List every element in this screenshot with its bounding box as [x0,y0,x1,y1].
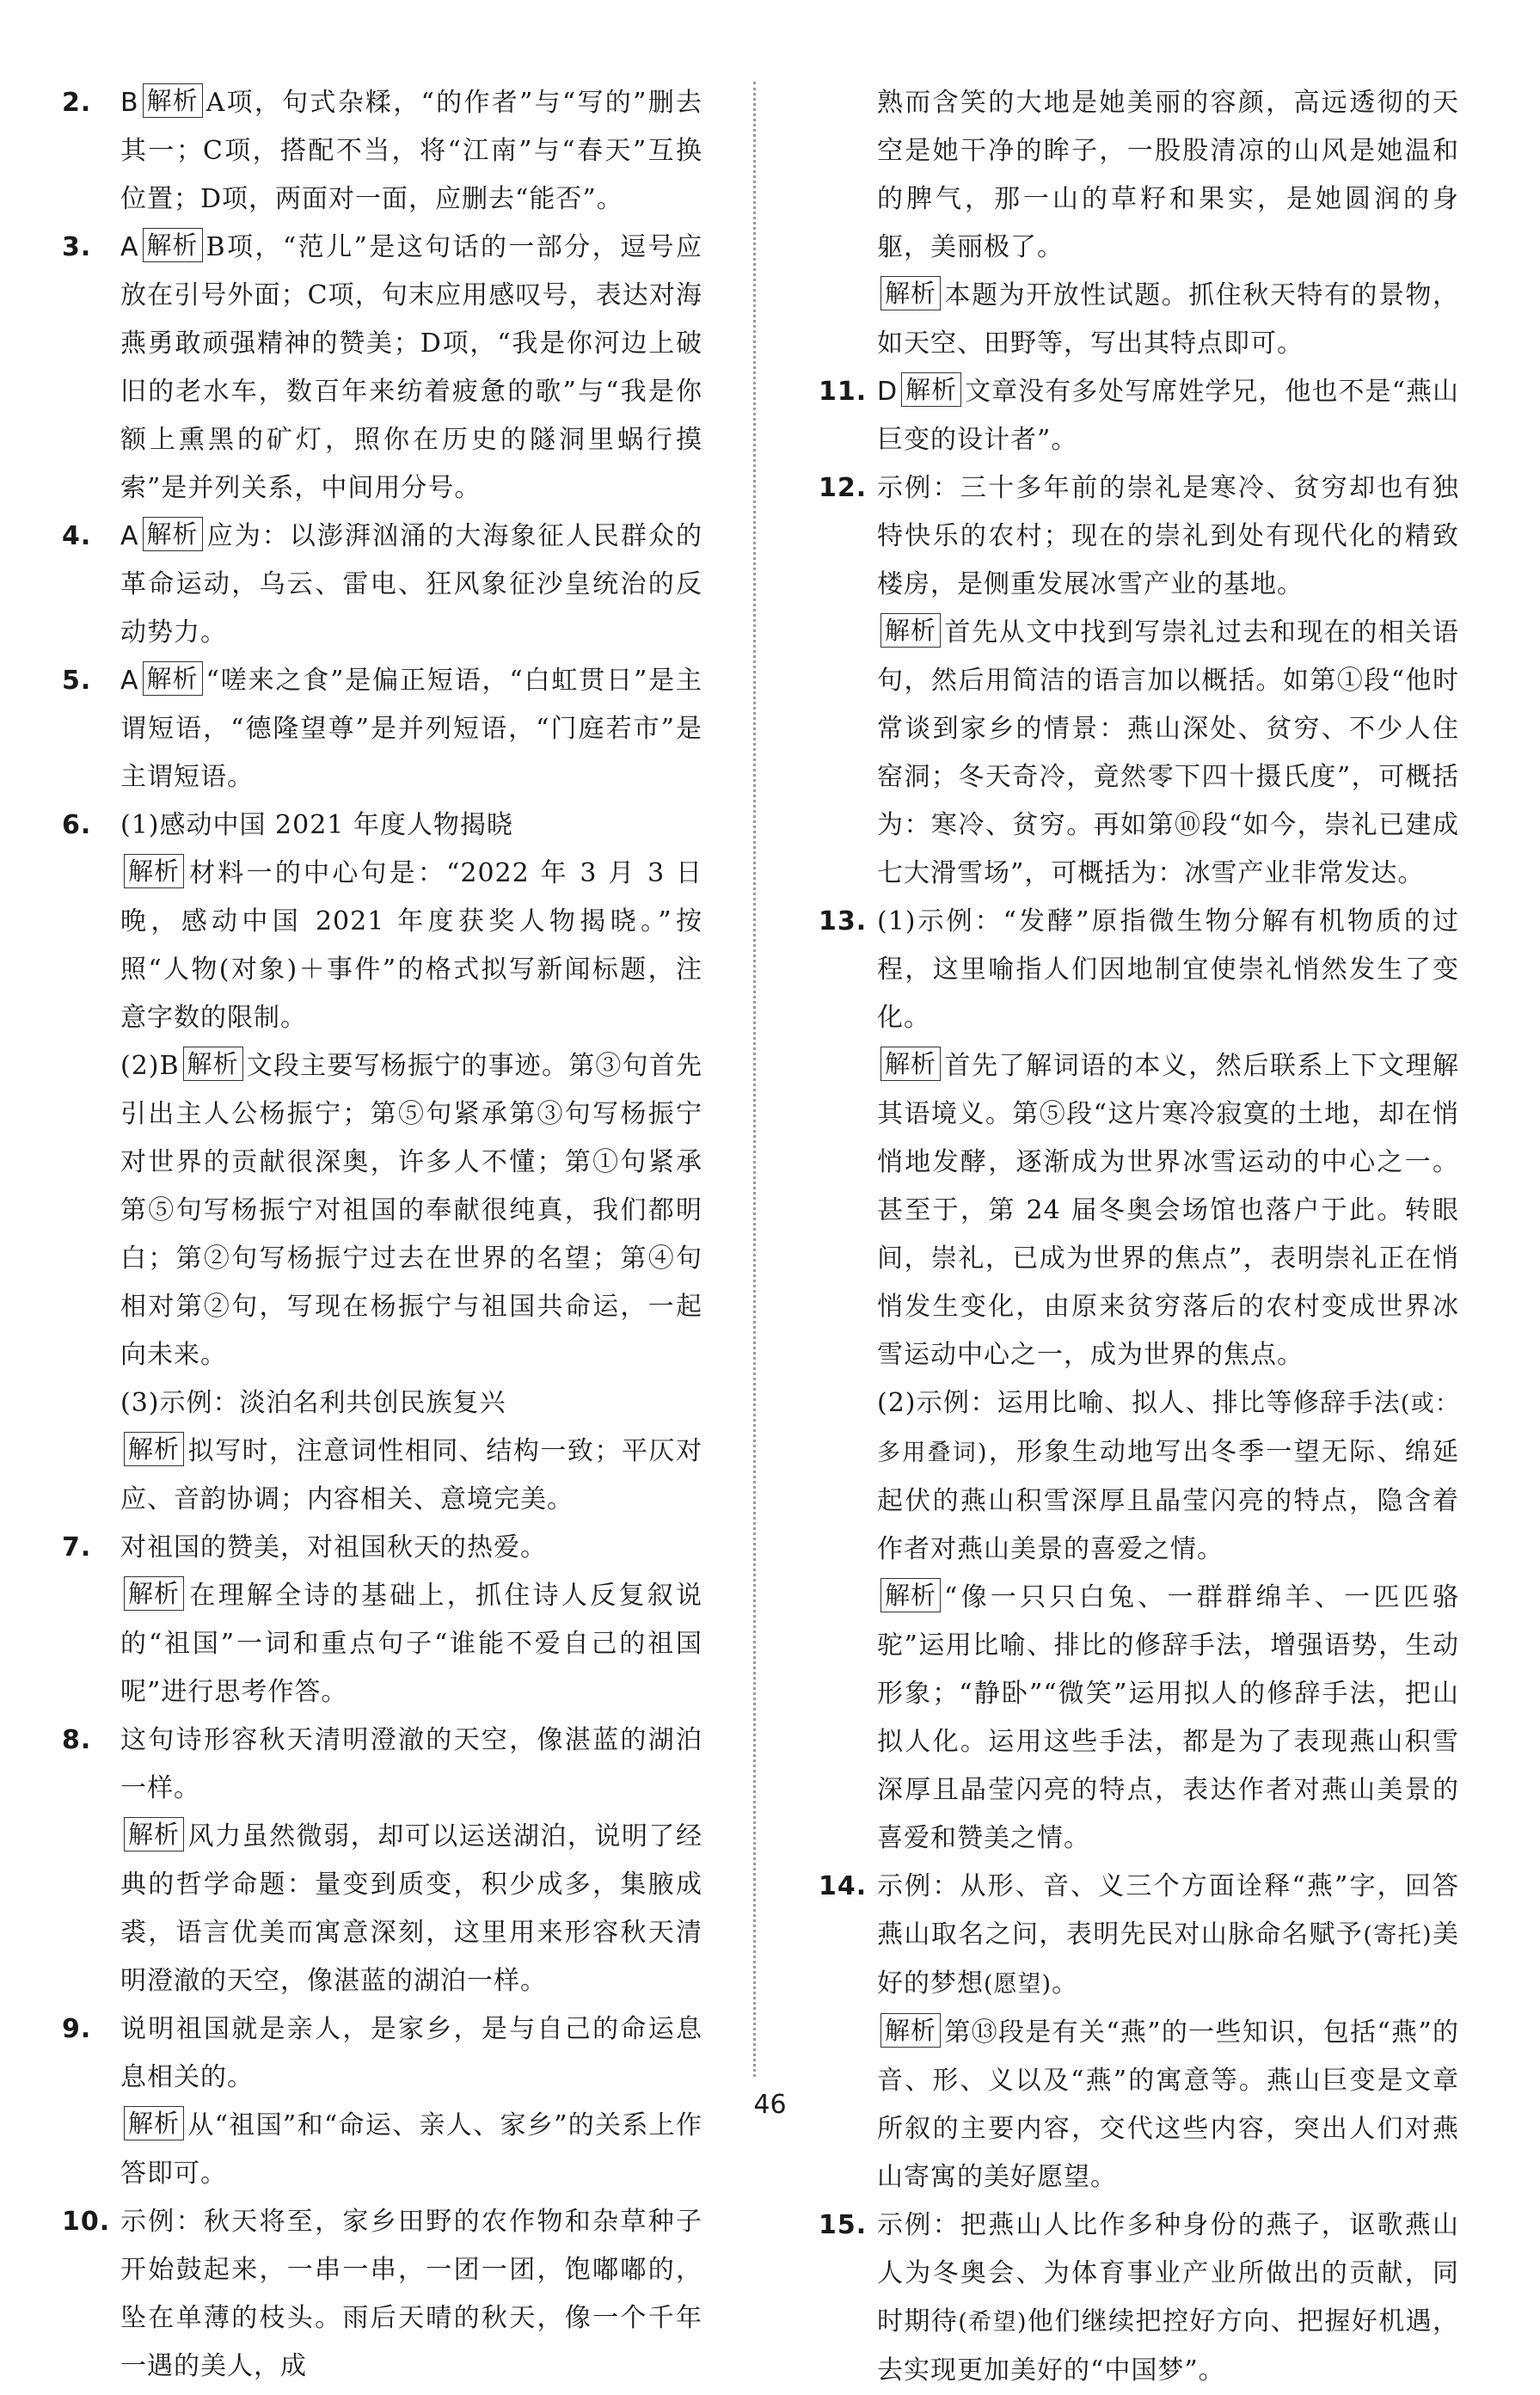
analysis-text: 风力虽然微弱，却可以运送湖泊，说明了经典的哲学命题：量变到质变，积少成多，集腋成裘，语言优美而寓意深刻，这里用来形容秋天清明澄澈的天空，像湛蓝的湖泊一样。 [120,1821,703,1996]
sub-answer: (2)B [120,1051,180,1081]
alt-note: (希望) [958,2309,1028,2336]
analysis-text: 文段主要写杨振宁的事迹。第③句首先引出主人公杨振宁；第⑤句紧承第③句写杨振宁对世界的贡献很深奥，许多人不懂；第①句紧承第⑤句写杨振宁对祖国的奉献很纯真，我们都明白；第②句写杨振宁过去在世界的名望；第④句相对第②句，写现在杨振宁与祖国共命运，一起向未来。 [120,1051,703,1370]
answer-item-13 [819,898,1459,1863]
answer-text: 美好的梦想 [877,1919,1460,1999]
answer-item-10-continued [819,79,1459,368]
answer-letter: D [877,377,899,407]
item-number: 7. [62,1532,92,1563]
answer-text: 示例：把燕山人比作多种身份的燕子，讴歌燕山人为冬奥会、为体育事业产业所做出的贡献，同时期待 [877,2210,1459,2337]
analysis-tag: 解析 [124,854,184,888]
analysis-text: 应为：以澎湃汹涌的大海象征人民群众的革命运动，乌云、雷电、狂风象征沙皇统治的反动势力。 [120,521,703,648]
answer-letter: A [120,232,139,262]
page-number: 46 [753,2090,787,2120]
answer-item-4 [62,513,703,657]
analysis-tag: 解析 [124,1432,184,1466]
analysis-tag: 解析 [143,228,203,262]
alt-note: (寄托) [1363,1922,1433,1949]
answer-item-6 [62,801,703,1524]
item-number: 12. [819,473,868,503]
item-number: 11. [819,377,868,407]
item-number: 8. [62,1725,92,1755]
analysis-tag: 解析 [143,661,203,696]
answer-item-11 [819,368,1459,464]
analysis-text: 材料一的中心句是：“2022 年 3 月 3 日晚，感动中国 2021 年度获奖人物揭晓。”按照“人物(对象)＋事件”的格式拟写新闻标题，注意字数的限制。 [120,858,703,1033]
analysis-text: B项，“范儿”是这句话的一部分，逗号应放在引号外面；C项，句末应用感叹号，表达对海燕勇敢顽强精神的赞美；D项，“我是你河边上破旧的老水车，数百年来纺着疲惫的歌”与“我是你额上熏黑的矿灯，照你在历史的隧洞里蜗行摸索”是并列关系，中间用分号。 [120,232,703,503]
answer-letter: A [120,521,139,551]
answer-text: 这句诗形容秋天清明澄澈的天空，像湛蓝的湖泊一样。 [120,1725,703,1803]
analysis-tag: 解析 [880,613,941,648]
analysis-tag: 解析 [143,83,203,118]
column-divider [753,82,756,2077]
analysis-text: “嗟来之食”是偏正短语，“白虹贯日”是主谓短语，“德隆望尊”是并列短语，“门庭若市”是主谓短语。 [120,666,703,792]
left-column [62,79,703,2391]
alt-note: (或：多用叠词) [877,1391,1459,1466]
analysis-text: 首先了解词语的本义，然后联系上下文理解其语境义。第⑤段“这片寒冷寂寞的土地，却在悄悄地发酵，逐渐成为世界冰雪运动的中心之一。甚至于，第 24 届冬奥会场馆也落户于此。转眼间，崇礼，已成为世界的焦点”，表明崇礼正在悄悄发生变化，由原来贫穷落后的农村变成世界冰雪运动中心之一，成为世界的焦点。 [877,1051,1459,1370]
sub-answer: (3)示例：淡泊名利共创民族复兴 [120,1388,506,1418]
item-number: 4. [62,521,92,551]
analysis-text: 文章没有多处写席姓学兄，他也不是“燕山巨变的设计者”。 [877,377,1459,455]
item-number: 14. [819,1871,868,1901]
analysis-text: 在理解全诗的基础上，抓住诗人反复叙说的“祖国”一词和重点句子“谁能不爱自己的祖国呢”进行思考作答。 [120,1581,703,1707]
item-number: 5. [62,666,92,696]
analysis-text: 拟写时，注意词性相同、结构一致；平仄对应、音韵协调；内容相关、意境完美。 [120,1436,703,1514]
analysis-tag: 解析 [880,276,941,310]
sub-answer: (2)示例：运用比喻、拟人、排比等修辞手法 [877,1388,1401,1418]
answer-text: 说明祖国就是亲人，是家乡，是与自己的命运息息相关的。 [120,2014,703,2092]
answer-item-5 [62,657,703,801]
analysis-tag: 解析 [880,2013,941,2048]
analysis-text: “像一只只白兔、一群群绵羊、一匹匹骆驼”运用比喻、排比的修辞手法，增强语势，生动形象；“静卧”“微笑”运用拟人的修辞手法，把山拟人化。运用这些手法，都是为了表现燕山积雪深厚且晶莹闪亮的特点，表达作者对燕山美景的喜爱和赞美之情。 [877,1582,1459,1853]
answer-text: 熟而含笑的大地是她美丽的容颜，高远透彻的天空是她干净的眸子，一股股清凉的山风是她温和的脾气，那一山的草籽和果实，是她圆润的身躯，美丽极了。 [877,88,1459,262]
analysis-text: 第⑬段是有关“燕”的一些知识，包括“燕”的音、形、义以及“燕”的寓意等。燕山巨变是文章所叙的主要内容，交代这些内容，突出人们对燕山寄寓的美好愿望。 [877,2017,1459,2192]
sub-answer: (1)感动中国 2021 年度人物揭晓 [120,810,513,840]
item-number: 10. [62,2207,111,2237]
analysis-tag: 解析 [124,2106,184,2140]
answer-text: 他们继续把控好方向、把握好机遇，去实现更加美好的“中国梦”。 [877,2306,1460,2386]
analysis-text: 首先从文中找到写崇礼过去和现在的相关语句，然后用简洁的语言加以概括。如第①段“他时常谈到家乡的情景：燕山深处、贫穷、不少人住窑洞；冬天奇冷，竟然零下四十摄氏度”，可概括为：寒冷、贫穷。再如第⑩段“如今，崇礼已建成七大滑雪场”，可概括为：冰雪产业非常发达。 [877,617,1459,888]
analysis-text: 本题为开放性试题。抓住秋天特有的景物，如天空、田野等，写出其特点即可。 [877,280,1459,359]
answer-text: 示例：秋天将至，家乡田野的农作物和杂草种子开始鼓起来，一串一串，一团一团，饱嘟嘟的，坠在单薄的枝头。雨后天晴的秋天，像一个千年一遇的美人，成 [120,2207,703,2381]
answer-item-2 [62,79,703,224]
answer-text: 对祖国的赞美，对祖国秋天的热爱。 [120,1532,547,1563]
analysis-tag: 解析 [124,1576,184,1611]
answer-text: 示例：从形、音、义三个方面诠释“燕”字，回答燕山取名之问，表明先民对山脉命名赋予 [877,1871,1459,1950]
item-number: 13. [819,906,868,937]
analysis-tag: 解析 [880,1578,941,1612]
answer-item-7 [62,1524,703,1716]
right-column [819,79,1459,2395]
answer-item-12 [819,464,1459,898]
analysis-tag: 解析 [143,517,203,551]
answer-item-3 [62,224,703,513]
item-number: 6. [62,810,92,840]
sub-answer-cont: ，形象生动地写出冬季一望无际、绵延起伏的燕山积雪深厚且晶莹闪亮的特点，隐含着作者对燕山美景的喜爱之情。 [877,1437,1459,1564]
item-number: 3. [62,232,92,262]
analysis-tag: 解析 [124,1817,184,1852]
analysis-tag: 解析 [901,372,961,407]
answer-item-15 [819,2202,1459,2395]
item-number: 15. [819,2210,868,2240]
answer-item-14 [819,1863,1459,2202]
item-number: 2. [62,88,92,118]
analysis-text: 从“祖国”和“命运、亲人、家乡”的关系上作答即可。 [120,2110,703,2189]
alt-note: (愿望) [984,1971,1052,1998]
analysis-tag: 解析 [183,1047,243,1081]
analysis-text: A项，句式杂糅，“的作者”与“写的”删去其一；C项，搭配不当，将“江南”与“春天”互换位置；D项，两面对一面，应删去“能否”。 [120,88,703,214]
answer-item-8 [62,1716,703,2005]
answer-text: 示例：三十多年前的崇礼是寒冷、贫穷却也有独特快乐的农村；现在的崇礼到处有现代化的精致楼房，是侧重发展冰雪产业的基地。 [877,473,1459,599]
answer-text: 。 [1052,1968,1079,1999]
answer-letter: B [120,88,139,118]
answer-letter: A [120,666,139,696]
analysis-tag: 解析 [880,1047,941,1081]
sub-answer: (1)示例：“发酵”原指微生物分解有机物质的过程，这里喻指人们因地制宜使崇礼悄然发生了变化。 [877,906,1459,1033]
answer-item-10 [62,2198,703,2391]
item-number: 9. [62,2014,92,2044]
